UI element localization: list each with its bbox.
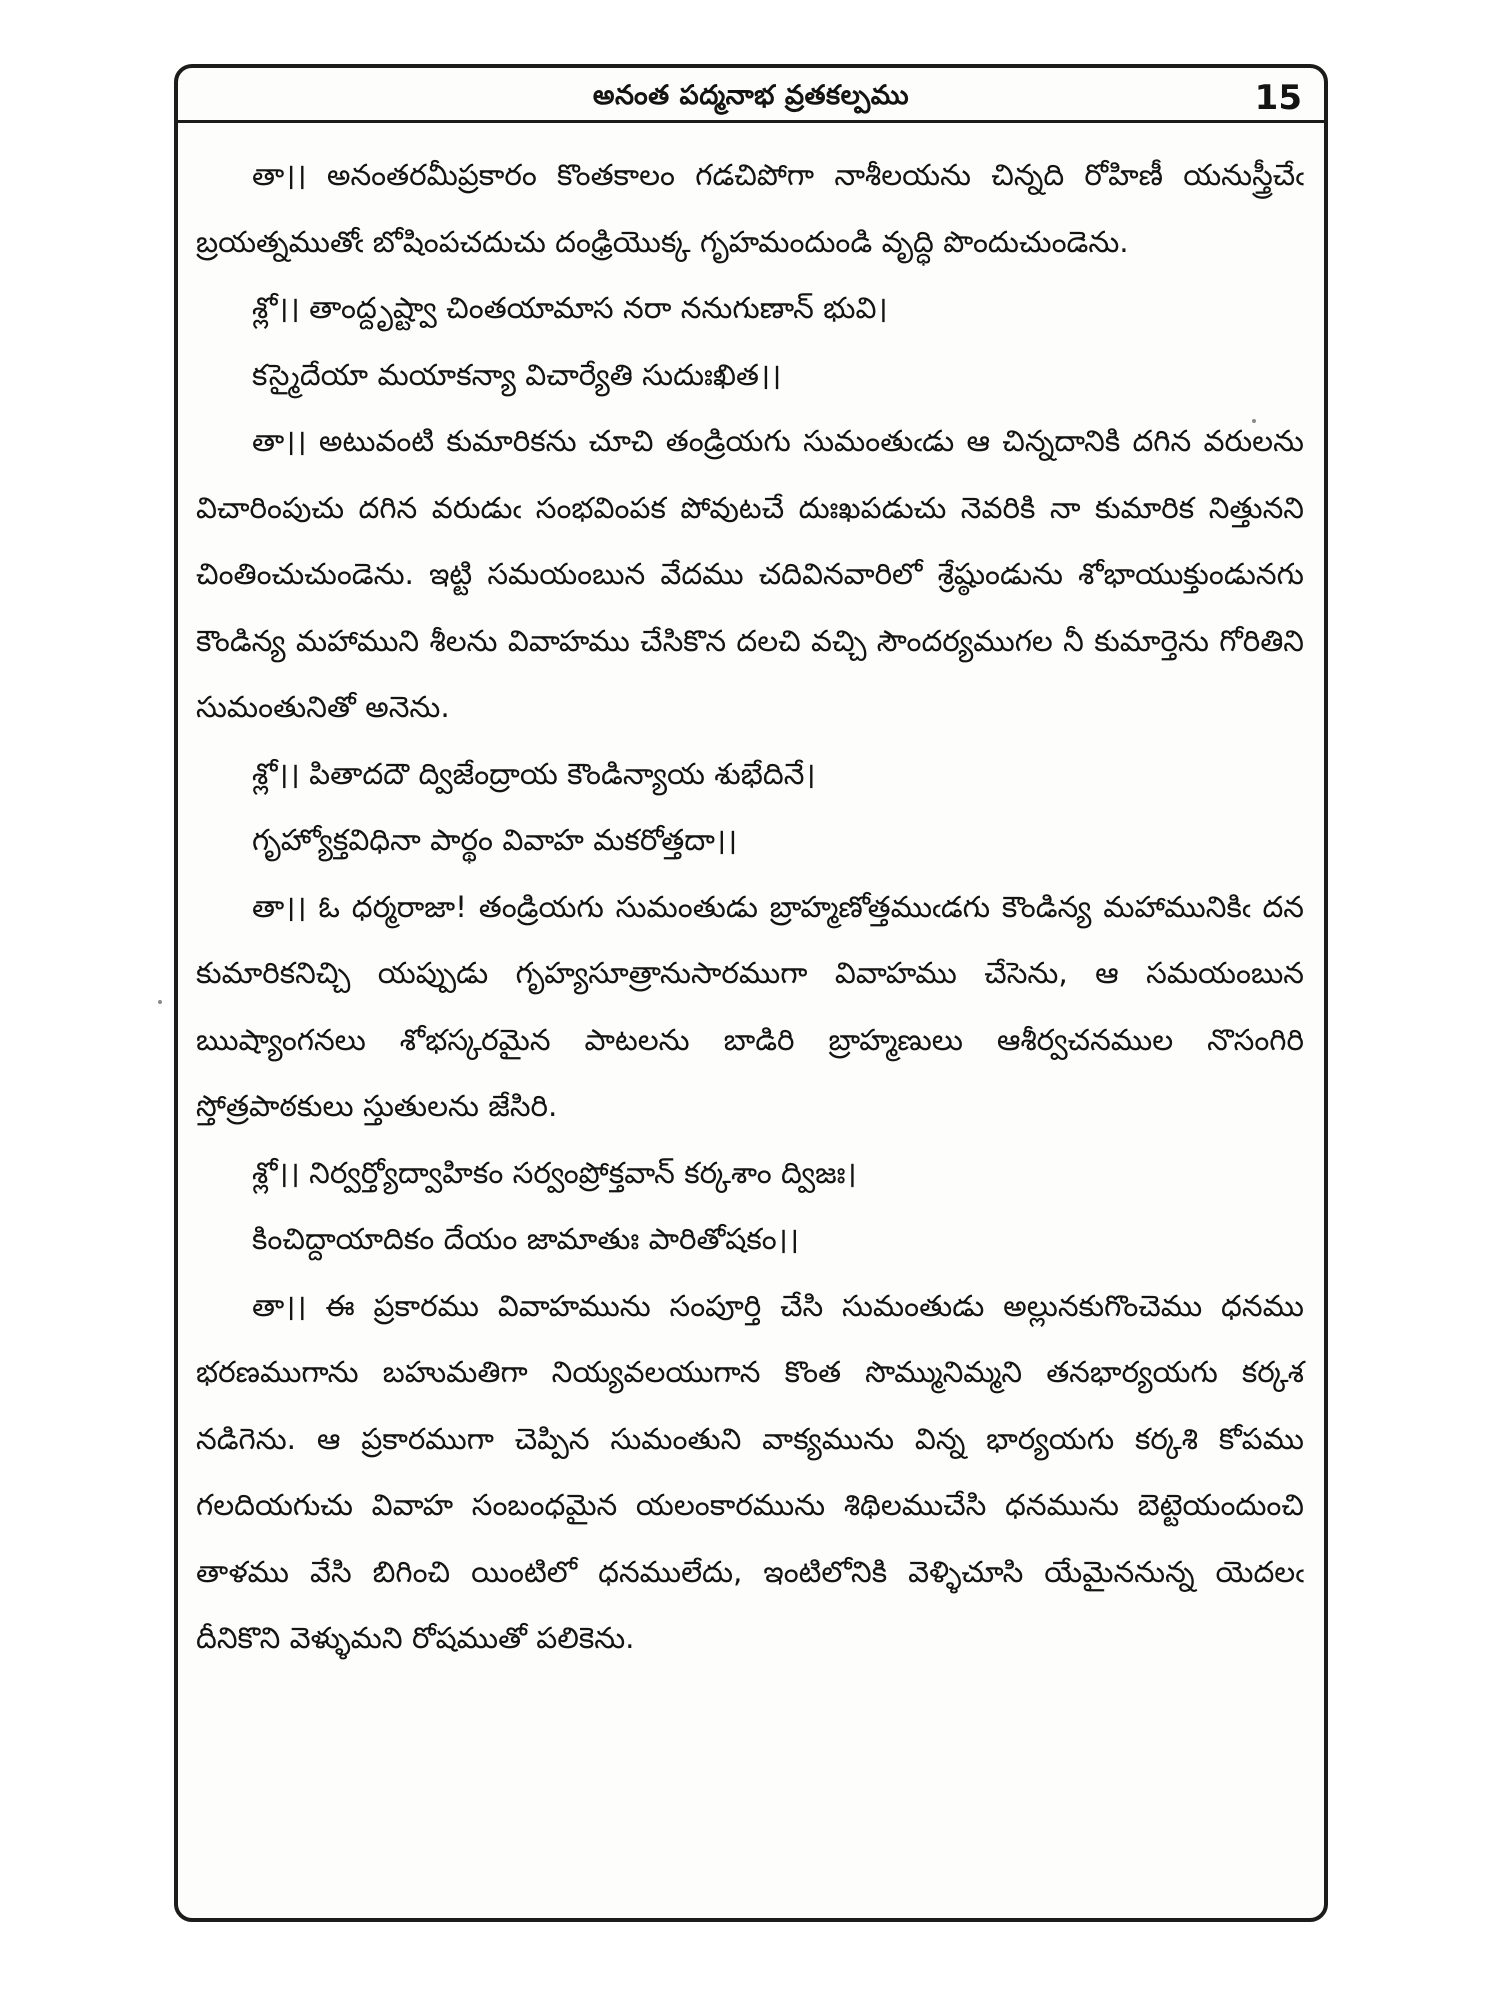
page-number: 15: [1254, 78, 1302, 118]
sloka-2-line-1: శ్లో।। పితాదదౌ ద్విజేంద్రాయ కౌండిన్యాయ శుభేదినే।: [252, 756, 816, 791]
sloka-2: [196, 741, 1304, 874]
running-header: [178, 76, 1324, 122]
paragraph-2: తా।। అటువంటి కుమారికను చూచి తండ్రియగు సుమంతుఁడు ఆ చిన్నదానికి దగిన వరులను విచారింపుచు దగిన వరుడుఁ సంభవింపక పోవుటచే దుఃఖపడుచు నెవరికి నా కుమారిక నిత్తునని చింతించుచుండెను. ఇట్టి సమయంబున వేదము చదివినవారిలో శ్రేష్ఠుండును శోభాయుక్తుండునగు కౌండిన్య మహాముని శీలను వివాహము చేసికొన దలచి వచ్చి సౌందర్యముగల నీ కుమార్తెను గోరితిని సుమంతునితో అనెను.: [196, 424, 1304, 724]
sloka-3-line-1: శ్లో।। నిర్వర్త్యోద్వాహికం సర్వంప్రోక్తవాన్ కర్కశాం ద్విజః।: [252, 1155, 857, 1190]
sloka-3: [196, 1140, 1304, 1273]
header-rule: [178, 120, 1324, 123]
sloka-3-line-2: కించిద్దాయాదికం దేయం జామాతుః పారితోషకం।।: [252, 1222, 800, 1256]
body-text: [196, 142, 1304, 1672]
sloka-1-line-2: కస్మైదేయా మయాకన్యా విచార్యేతి సుదుఃఖిత।।: [252, 357, 782, 392]
sloka-1: [196, 275, 1304, 408]
book-title: అనంత పద్మనాభ వ్రతకల్పము: [592, 80, 910, 111]
sloka-2-line-2: గృహ్యోక్తవిధినా పార్థం వివాహ మకరోత్తదా।।: [252, 823, 738, 857]
paragraph-4: తా।। ఈ ప్రకారము వివాహమును సంపూర్తి చేసి సుమంతుడు అల్లునకుగొంచెము ధనము భరణముగాను బహుమతిగా నియ్యవలయుగాన కొంత సొమ్మునిమ్మని తనభార్యయగు కర్కశ నడిగెను. ఆ ప్రకారముగా చెప్పిన సుమంతుని వాక్యమును విన్న భార్యయగు కర్కశి కోపము గలదియగుచు వివాహ సంబంధమైన యలంకారమును శిథిలముచేసి ధనమును బెట్టెయందుంచి తాళము వేసి బిగించి యింటిలో ధనములేదు, ఇంటిలోనికి వెళ్ళిచూసి యేమైననున్న యెదలఁ దీనికొని వెళ్ళుమని రోషముతో పలికెను.: [196, 1288, 1304, 1655]
paragraph-3: తా।। ఓ ధర్మరాజా! తండ్రియగు సుమంతుడు బ్రాహ్మణోత్తముఁడగు కౌండిన్య మహామునికిఁ దన కుమారికనిచ్చి యప్పుడు గృహ్యసూత్రానుసారముగా వివాహము చేసెను, ఆ సమయంబున ఋష్యాంగనలు శోభస్కరమైన పాటలను బాడిరి బ్రాహ్మణులు ఆశీర్వచనముల నొసంగిరి స్తోత్రపాఠకులు స్తుతులను జేసిరి.: [196, 889, 1304, 1123]
scan-speck: [158, 1000, 162, 1004]
scan-speck: [1252, 419, 1256, 423]
page-border: [174, 64, 1328, 1922]
sloka-1-line-1: శ్లో।। తాంద్దృష్ట్వా చింతయామాస నరా ననుగుణాన్ భువి।: [252, 291, 888, 325]
paragraph-1: తా।। అనంతరమీప్రకారం కొంతకాలం గడచిపోగా నాశీలయను చిన్నది రోహిణీ యనుస్త్రీచేఁ బ్రయత్నముతోఁ బోషింపచదుచు దంఢ్రియొక్క గృహమందుండి వృద్ధి పొందుచుండెను.: [196, 158, 1304, 259]
